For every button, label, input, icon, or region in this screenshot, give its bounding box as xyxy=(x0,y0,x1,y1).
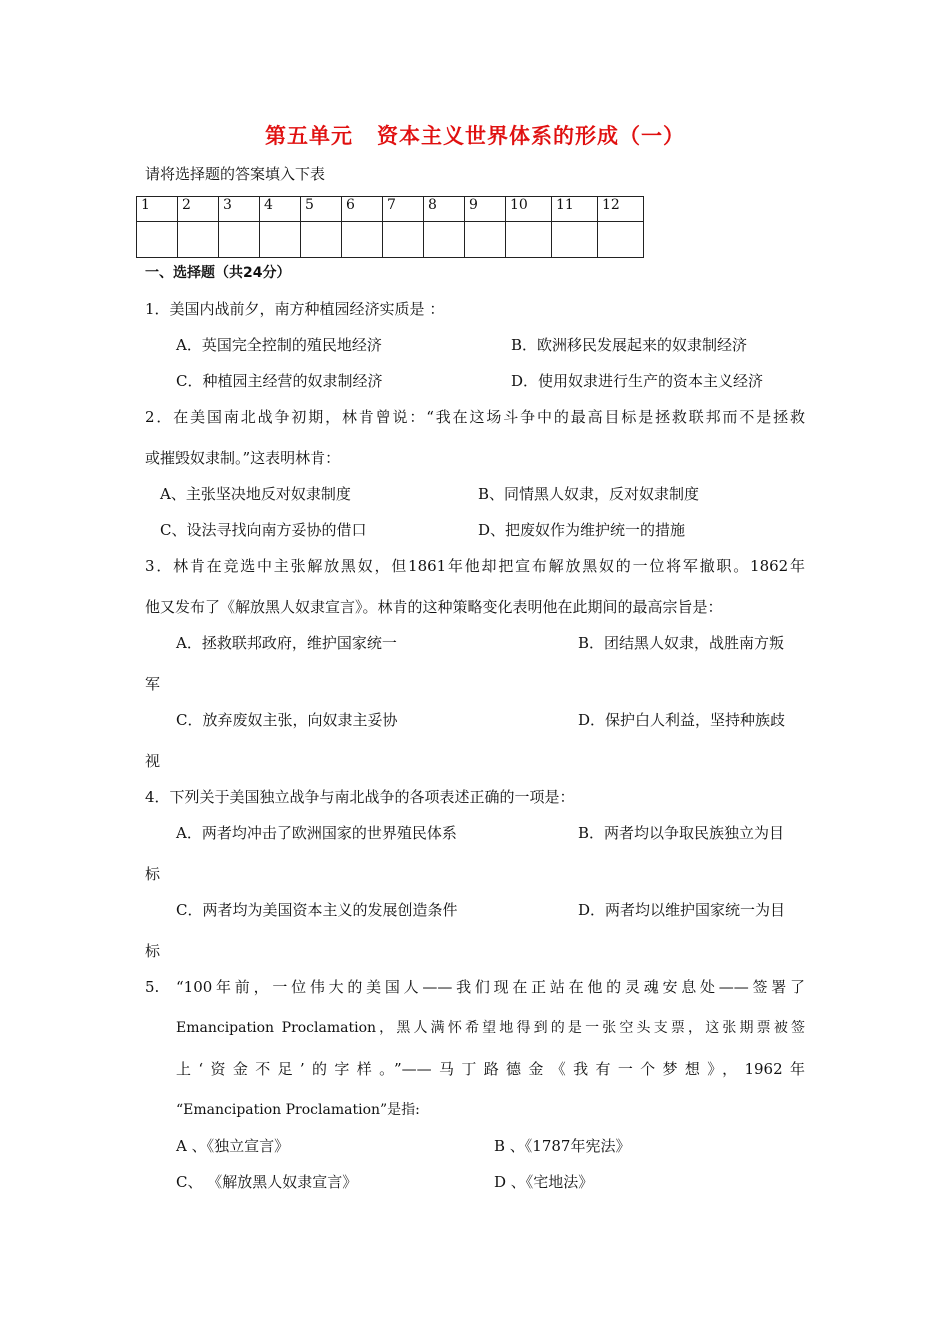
q4-option-c: C．两者均为美国资本主义的发展创造条件 xyxy=(176,901,458,919)
q1-stem: 1．美国内战前夕，南方种植园经济实质是 ： xyxy=(145,300,445,318)
answer-input-cell[interactable] xyxy=(342,222,383,258)
q5-number: 5. xyxy=(145,978,160,996)
q2-option-c: C、设法寻找向南方妥协的借口 xyxy=(160,521,367,539)
answer-input-cell[interactable] xyxy=(424,222,465,258)
q1-option-a: A．英国完全控制的殖民地经济 xyxy=(176,336,382,354)
q4-option-d-wrap: 标 xyxy=(145,942,161,960)
q2-option-b: B、同情黑人奴隶，反对奴隶制度 xyxy=(478,485,700,503)
answer-header-cell: 1 xyxy=(137,197,178,222)
q3-option-b: B．团结黑人奴隶，战胜南方叛 xyxy=(578,634,785,652)
answer-header-cell: 11 xyxy=(552,197,598,222)
q1-option-c: C．种植园主经营的奴隶制经济 xyxy=(176,372,383,390)
answer-input-cell[interactable] xyxy=(219,222,260,258)
q5-option-c: C、 《解放黑人奴隶宣言》 xyxy=(176,1173,358,1191)
q5-stem-line4: “Emancipation Proclamation”是指: xyxy=(176,1102,420,1118)
answer-header-cell: 10 xyxy=(506,197,552,222)
q5-stem-line3: 上‘资金不足’的字样。”——马丁路德金《我有一个梦想》，1962年 xyxy=(176,1060,805,1078)
answer-input-cell[interactable] xyxy=(506,222,552,258)
q2-stem-line1: 2．在美国南北战争初期，林肯曾说：“我在这场斗争中的最高目标是拯救联邦而不是拯救 xyxy=(145,408,805,426)
answer-input-cell[interactable] xyxy=(598,222,644,258)
answer-header-cell: 6 xyxy=(342,197,383,222)
answer-header-cell: 3 xyxy=(219,197,260,222)
q3-stem-line1: 3．林肯在竞选中主张解放黑奴，但1861年他却把宣布解放黑奴的一位将军撤职。1862年 xyxy=(145,557,805,575)
answer-header-cell: 8 xyxy=(424,197,465,222)
q2-option-d: D、把废奴作为维护统一的措施 xyxy=(478,521,686,539)
q4-option-d: D．两者均以维护国家统一为目 xyxy=(578,901,786,919)
q3-option-c: C．放弃废奴主张，向奴隶主妥协 xyxy=(176,711,398,729)
answer-header-cell: 5 xyxy=(301,197,342,222)
q5-option-b: B 、《1787年宪法》 xyxy=(494,1137,631,1155)
answer-header-cell: 4 xyxy=(260,197,301,222)
answer-input-cell[interactable] xyxy=(260,222,301,258)
q3-option-d-wrap: 视 xyxy=(145,752,161,770)
title-topic: 资本主义世界体系的形成（一） xyxy=(377,124,685,148)
answer-input-cell[interactable] xyxy=(301,222,342,258)
page-title xyxy=(0,120,950,150)
answer-input-cell[interactable] xyxy=(552,222,598,258)
answer-input-cell[interactable] xyxy=(137,222,178,258)
q1-option-b: B．欧洲移民发展起来的奴隶制经济 xyxy=(511,336,748,354)
answer-table-input-row xyxy=(137,222,644,258)
q2-stem-line2: 或摧毁奴隶制。”这表明林肯： xyxy=(145,449,341,467)
q4-option-b: B．两者均以争取民族独立为目 xyxy=(578,824,785,842)
q2-option-a: A、主张坚决地反对奴隶制度 xyxy=(160,485,351,503)
q4-option-b-wrap: 标 xyxy=(145,865,161,883)
q5-option-d: D 、《宅地法》 xyxy=(494,1173,594,1191)
q1-option-d: D．使用奴隶进行生产的资本主义经济 xyxy=(511,372,764,390)
answer-header-cell: 2 xyxy=(178,197,219,222)
section-heading: 一、选择题（共24分） xyxy=(145,265,291,281)
q4-option-a: A．两者均冲击了欧洲国家的世界殖民体系 xyxy=(176,824,457,842)
answer-input-cell[interactable] xyxy=(383,222,424,258)
answer-table xyxy=(136,196,644,258)
q3-stem-line2: 他又发布了《解放黑人奴隶宣言》。林肯的这种策略变化表明他在此期间的最高宗旨是： xyxy=(145,598,723,616)
answer-input-cell[interactable] xyxy=(465,222,506,258)
instruction-text: 请将选择题的答案填入下表 xyxy=(145,165,326,183)
q3-option-d: D．保护白人利益，坚持种族歧 xyxy=(578,711,786,729)
answer-header-cell: 12 xyxy=(598,197,644,222)
q5-option-a: A 、《独立宣言》 xyxy=(176,1137,290,1155)
answer-header-cell: 9 xyxy=(465,197,506,222)
q5-stem-line2: Emancipation Proclamation，黑人满怀希望地得到的是一张空头支票，这张期票被签 xyxy=(176,1020,805,1036)
answer-table-header-row xyxy=(137,197,644,222)
answer-header-cell: 7 xyxy=(383,197,424,222)
answer-input-cell[interactable] xyxy=(178,222,219,258)
q4-stem: 4．下列关于美国独立战争与南北战争的各项表述正确的一项是： xyxy=(145,788,575,806)
q5-stem-line1: “100年前，一位伟大的美国人——我们现在正站在他的灵魂安息处——签署了 xyxy=(176,978,805,996)
q3-option-b-wrap: 军 xyxy=(145,675,161,693)
title-unit: 第五单元 xyxy=(265,124,353,148)
q3-option-a: A．拯救联邦政府，维护国家统一 xyxy=(176,634,397,652)
